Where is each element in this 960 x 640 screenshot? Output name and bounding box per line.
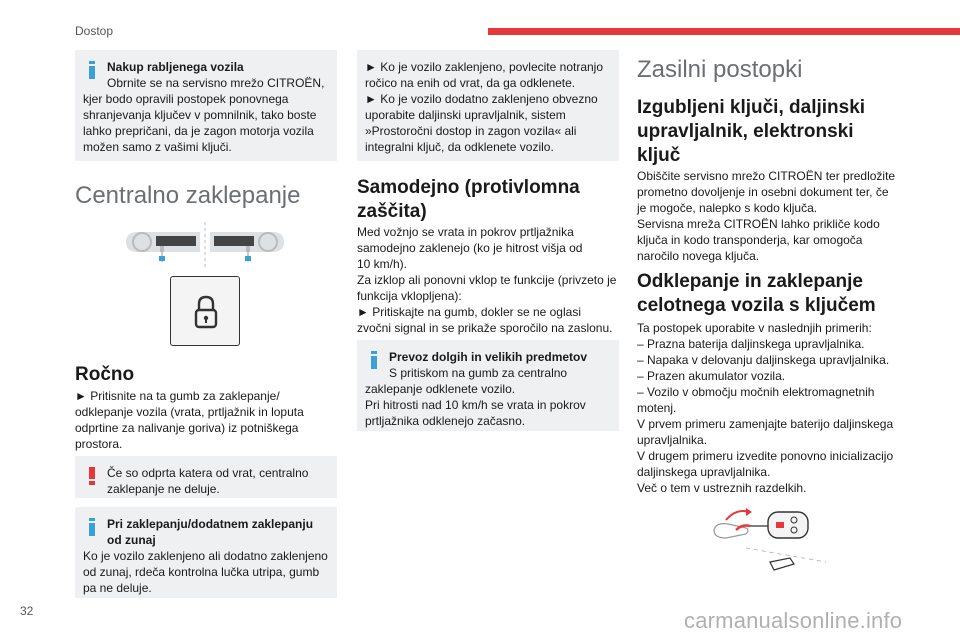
box-title: Nakup rabljenega vozila [107, 60, 244, 74]
box-title: Pri zaklepanju/dodatnem zaklepanju [107, 517, 314, 531]
text-line: – Vozilo v območju močnih elektromagnetnih [637, 385, 875, 399]
box-line: zaklepanje odklenete vozilo. [365, 382, 516, 396]
box-line: ► Ko je vozilo zaklenjeno, povlecite notranjo [365, 60, 604, 74]
padlock-icon [171, 277, 241, 347]
text-line: odprtine za nalivanje goriva) iz potniškega [75, 421, 299, 435]
info-box-long-objects [357, 340, 619, 431]
heading-line: celotnega vozila s ključem [637, 295, 876, 316]
box-line: možen samo z vašimi ključi. [83, 140, 232, 154]
text-line: Več o tem v ustreznih razdelkih. [637, 481, 807, 495]
text-line: – Prazen akumulator vozila. [637, 369, 786, 383]
text-line: V drugem primeru izvedite ponovno inicializacijo [637, 449, 894, 463]
heading-line: Odklepanje in zaklepanje [637, 271, 863, 292]
header-section: Dostop [75, 24, 114, 38]
heading-line: upravljalnik, elektronski [637, 121, 854, 142]
box-line: od zunaj, rdeča kontrolna lučka utripa, gumb [83, 565, 320, 579]
box-line: Obrnite se na servisno mrežo CITROËN, [107, 76, 325, 90]
info-box-used-vehicle [75, 50, 337, 161]
heading-lost-keys [637, 96, 865, 168]
text-line: Ta postopek uporabite v naslednjih primerih: [637, 321, 872, 335]
box-title: Prevoz dolgih in velikih predmetov [389, 350, 588, 364]
watermark: carmanualsonline.info [684, 608, 903, 633]
text-line: Servisna mreža CITROËN lahko prikliče kodo [637, 217, 880, 231]
box-line: uporabite daljinski upravljalnik, sistem [365, 108, 566, 122]
text-line: ► Pritiskajte na gumb, dokler se ne oglasi [357, 305, 581, 319]
heading-line: zaščita) [357, 201, 427, 222]
paragraph-lost-keys [637, 168, 899, 264]
key-illustration [706, 500, 836, 580]
warning-box-doors-open [75, 456, 337, 498]
section-title-emergency: Zasilni postopki [637, 56, 803, 83]
text-line: V prvem primeru zamenjajte baterijo daljinskega [637, 417, 894, 431]
text-line: Obiščite servisno mrežo CITROËN ter predložite [637, 169, 896, 183]
text-line: daljinskega upravljalnika. [637, 465, 771, 479]
section-title-central-locking: Centralno zaklepanje [75, 182, 301, 209]
heading-line: Izgubljeni ključi, daljinski [637, 97, 866, 118]
info-icon [371, 351, 377, 369]
box-line: prtljažnika odklenejo začasno. [365, 414, 526, 428]
heading-key-lock-unlock [637, 270, 876, 318]
info-icon [89, 61, 95, 79]
text-line: – Prazna baterija daljinskega upravljalnika. [637, 337, 865, 351]
text-line: – Napaka v delovanju daljinskega upravljalnika. [637, 353, 890, 367]
box-line: zaklepanje ne deluje. [107, 482, 220, 496]
box-title: od zunaj [107, 533, 156, 547]
text-line: je mogoče, nalepko s kodo ključa. [637, 201, 818, 215]
paragraph-automatic [357, 224, 619, 336]
info-box-external-locking [75, 507, 337, 598]
heading-automatic [357, 176, 580, 224]
text-line: funkcija vklopljena): [357, 289, 462, 303]
text-line: zvočni signal in se prikaže sporočilo na zaslonu. [357, 321, 613, 335]
text-line: upravljalnika. [637, 433, 708, 447]
central-lock-button-illustration [170, 276, 240, 346]
box-line: pa ne deluje. [83, 581, 152, 595]
box-line: kjer bodo opravili postopek ponovnega [83, 92, 289, 106]
heading-line: ključ [637, 145, 681, 166]
text-line: Med vožnjo se vrata in pokrov prtljažnika [357, 225, 574, 239]
text-line: 10 km/h). [357, 257, 408, 271]
box-line: lahko prepričani, da je zagon motorja vozila [83, 124, 314, 138]
box-line: Ko je vozilo zaklenjeno ali dodatno zaklenjeno [83, 549, 328, 563]
box-line: integralni ključ, da odklenete vozilo. [365, 140, 554, 154]
text-line: prometno dovoljenje in osebni dokument ter, če [637, 185, 889, 199]
column-2 [357, 50, 619, 428]
box-line: S pritiskom na gumb za centralno [389, 366, 568, 380]
header-accent-bar [488, 28, 960, 35]
box-line: Če so odprta katera od vrat, centralno [107, 466, 309, 480]
text-line: Za izklop ali ponovni vklop te funkcije (privzeto je [357, 273, 617, 287]
box-line: ► Ko je vozilo dodatno zaklenjeno obvezno [365, 92, 598, 106]
box-line: Pri hitrosti nad 10 km/h se vrata in pokrov [365, 398, 586, 412]
paragraph-key-lock-unlock [637, 320, 899, 496]
text-line: motenj. [637, 401, 677, 415]
info-box-unlocking [357, 50, 619, 161]
paragraph-manual [75, 388, 337, 452]
box-line: »Prostoročni dostop in zagon vozila« ali [365, 124, 577, 138]
heading-manual: Ročno [75, 364, 135, 385]
text-line: samodejno zaklenejo (ko je hitrost višja od [357, 241, 583, 255]
text-line: prostora. [75, 437, 123, 451]
text-line: odklepanje vozila (vrata, prtljažnik in loputa [75, 405, 304, 419]
box-line: ročico na enih od vrat, da ga odklenete. [365, 76, 576, 90]
page-number: 32 [20, 604, 34, 618]
warning-icon [89, 467, 95, 485]
heading-line: Samodejno (protivlomna [357, 177, 580, 198]
info-icon [89, 518, 95, 536]
column-1 [75, 50, 337, 595]
box-line: shranjevanja ključev v pomnilnik, tako boste [83, 108, 317, 122]
dashboard-illustration [120, 220, 290, 270]
text-line: ključa in kodo transponderja, kar omogoča [637, 233, 863, 247]
text-line: ► Pritisnite na ta gumb za zaklepanje/ [75, 389, 280, 403]
text-line: naročilo novega ključa. [637, 249, 760, 263]
